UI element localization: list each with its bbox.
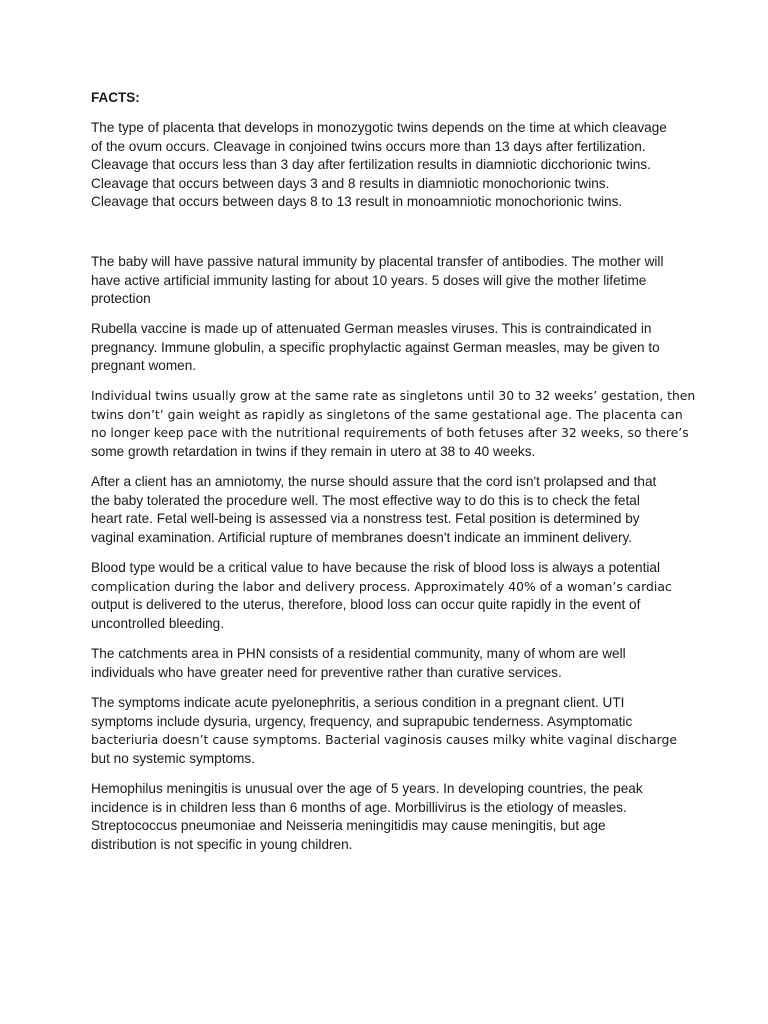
text-line: Cleavage that occurs between days 8 to 13 result in monoamniotic monochorionic twins. <box>91 194 623 210</box>
text-line: After a client has an amniotomy, the nurse should assure that the cord isn't prolapsed and that <box>91 474 657 489</box>
text-line: the baby tolerated the procedure well. The most effective way to do this is to check the fetal <box>91 492 640 508</box>
text-line: but no systemic symptoms. <box>91 750 255 766</box>
pyelonephritis-paragraph <box>91 694 691 768</box>
text-line: no longer keep pace with the nutritional requirements of both fetuses after 32 weeks, so there’s <box>91 425 689 441</box>
meningitis-paragraph <box>91 780 691 854</box>
text-line: Cleavage that occurs between days 3 and 8 results in diamniotic monochorionic twins. <box>91 175 610 191</box>
text-line: pregnancy. Immune globulin, a specific prophylactic against German measles, may be given to <box>91 339 660 355</box>
text-line: The symptoms indicate acute pyelonephritis, a serious condition in a pregnant client. UTI <box>91 695 625 710</box>
text-line: some growth retardation in twins if they remain in utero at 38 to 40 weeks. <box>91 443 536 459</box>
text-line: individuals who have greater need for preventive rather than curative services. <box>91 664 562 680</box>
text-line: The baby will have passive natural immunity by placental transfer of antibodies. The mother will <box>91 254 664 269</box>
text-line: pregnant women. <box>91 358 197 374</box>
text-line: Streptococcus pneumoniae and Neisseria meningitidis may cause meningitis, but age <box>91 818 606 834</box>
text-line: protection <box>91 291 151 307</box>
text-line: Rubella vaccine is made up of attenuated German measles viruses. This is contraindicated in <box>91 321 652 336</box>
text-line: vaginal examination. Artificial rupture of membranes doesn't indicate an imminent delivery. <box>91 529 633 545</box>
text-line: twins don’t’ gain weight as rapidly as singletons of the same gestational age. The placenta can <box>91 406 683 422</box>
text-line: complication during the labor and delivery process. Approximately 40% of a woman’s cardiac <box>91 578 672 594</box>
twins-growth-paragraph <box>91 387 696 461</box>
text-line: Individual twins usually grow at the same rate as singletons until 30 to 32 weeks’ gestation, then <box>91 388 696 403</box>
blood-type-paragraph <box>91 559 691 633</box>
text-line: Cleavage that occurs less than 3 day after fertilization results in diamniotic dicchorionic twins. <box>91 157 651 173</box>
text-line: of the ovum occurs. Cleavage in conjoined twins occurs more than 13 days after fertilization. <box>91 138 646 154</box>
text-line: output is delivered to the uterus, therefore, blood loss can occur quite rapidly in the event of <box>91 597 641 613</box>
text-line: The type of placenta that develops in monozygotic twins depends on the time at which cleavage <box>91 120 667 135</box>
facts-heading: FACTS: <box>91 90 140 105</box>
rubella-paragraph <box>91 320 691 376</box>
text-line: symptoms include dysuria, urgency, frequency, and suprapubic tenderness. Asymptomatic <box>91 713 633 729</box>
placenta-cleavage-paragraph <box>91 119 691 212</box>
text-line: uncontrolled bleeding. <box>91 615 225 631</box>
text-line: bacteriuria doesn’t cause symptoms. Bacterial vaginosis causes milky white vaginal discharge <box>91 732 678 748</box>
text-line: heart rate. Fetal well-being is assessed via a nonstress test. Fetal position is determined by <box>91 511 640 527</box>
text-line: distribution is not specific in young children. <box>91 836 353 852</box>
text-line: incidence is in children less than 6 months of age. Morbillivirus is the etiology of measles. <box>91 799 627 815</box>
text-line: Blood type would be a critical value to have because the risk of blood loss is always a potential <box>91 560 660 575</box>
immunity-paragraph <box>91 253 691 309</box>
amniotomy-paragraph <box>91 473 691 547</box>
text-line: The catchments area in PHN consists of a residential community, many of whom are well <box>91 646 626 661</box>
text-line: have active artificial immunity lasting for about 10 years. 5 doses will give the mother lifetime <box>91 272 647 288</box>
text-line: Hemophilus meningitis is unusual over the age of 5 years. In developing countries, the peak <box>91 781 643 796</box>
phn-catchment-paragraph <box>91 645 691 682</box>
